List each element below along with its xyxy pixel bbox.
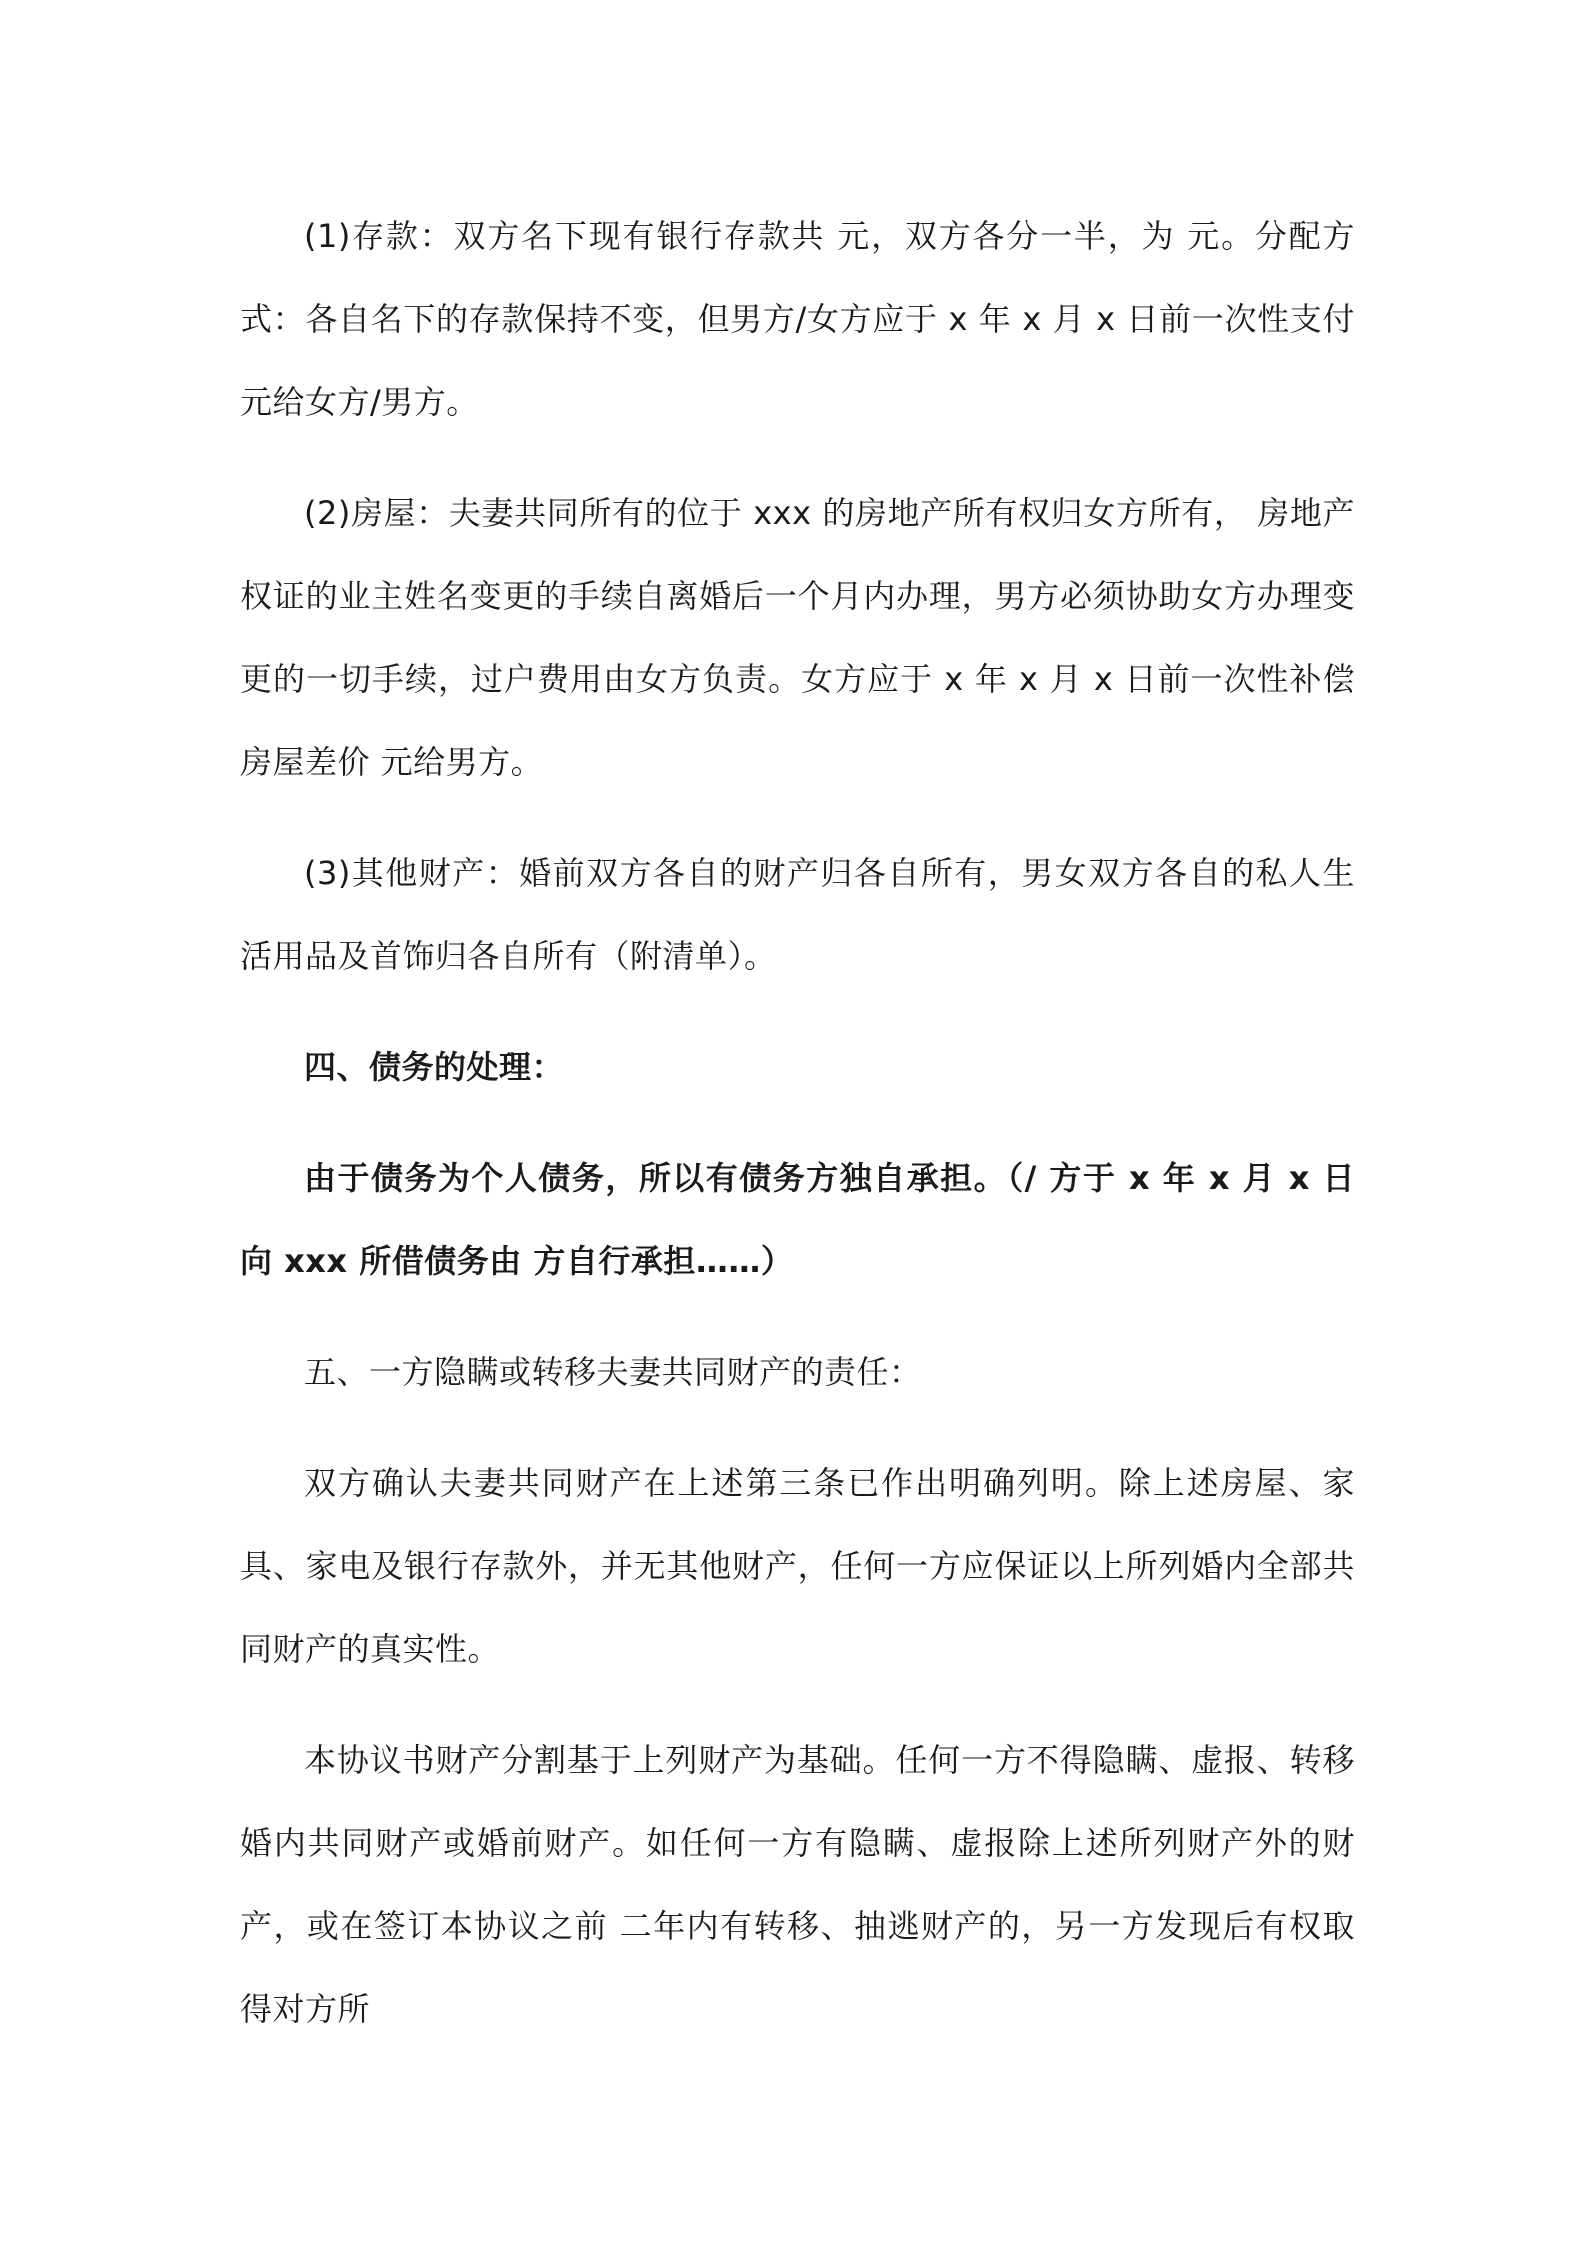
paragraph-confirm: 双方确认夫妻共同财产在上述第三条已作出明确列明。除上述房屋、家具、家电及银行存款外，并无其他财产，任何一方应保证以上所列婚内全部共同财产的真实性。 — [240, 1464, 1355, 1668]
paragraph-other-property: (3)其他财产：婚前双方各自的财产归各自所有，男女双方各自的私人生活用品及首饰归各自所有（附清单）。 — [240, 854, 1355, 975]
paragraph-house: (2)房屋：夫妻共同所有的位于 xxx 的房地产所有权归女方所有， 房地产权证的业主姓名变更的手续自离婚后一个月内办理，男方必须协助女方办理变更的一切手续，过户费用由女方负责。女方应于 x 年 x 月 x 日前一次性补偿房屋差价 元给男方。 — [240, 494, 1355, 781]
document-body — [240, 195, 1355, 2051]
paragraph-debt: 由于债务为个人债务，所以有债务方独自承担。（/ 方于 x 年 x 月 x 日向 xxx 所借债务由 方自行承担……） — [240, 1159, 1355, 1280]
paragraph-deposit: (1)存款：双方名下现有银行存款共 元，双方各分一半，为 元。分配方式：各自名下的存款保持不变，但男方/女方应于 x 年 x 月 x 日前一次性支付 元给女方/男方。 — [240, 217, 1355, 421]
section-heading-concealment: 五、一方隐瞒或转移夫妻共同财产的责任： — [304, 1353, 922, 1391]
section-heading-debt: 四、债务的处理： — [304, 1048, 565, 1086]
paragraph-basis: 本协议书财产分割基于上列财产为基础。任何一方不得隐瞒、虚报、转移婚内共同财产或婚前财产。如任何一方有隐瞒、虚报除上述所列财产外的财产，或在签订本协议之前 二年内有转移、抽逃财产的，另一方发现后有权取得对方所 — [240, 1741, 1355, 2028]
